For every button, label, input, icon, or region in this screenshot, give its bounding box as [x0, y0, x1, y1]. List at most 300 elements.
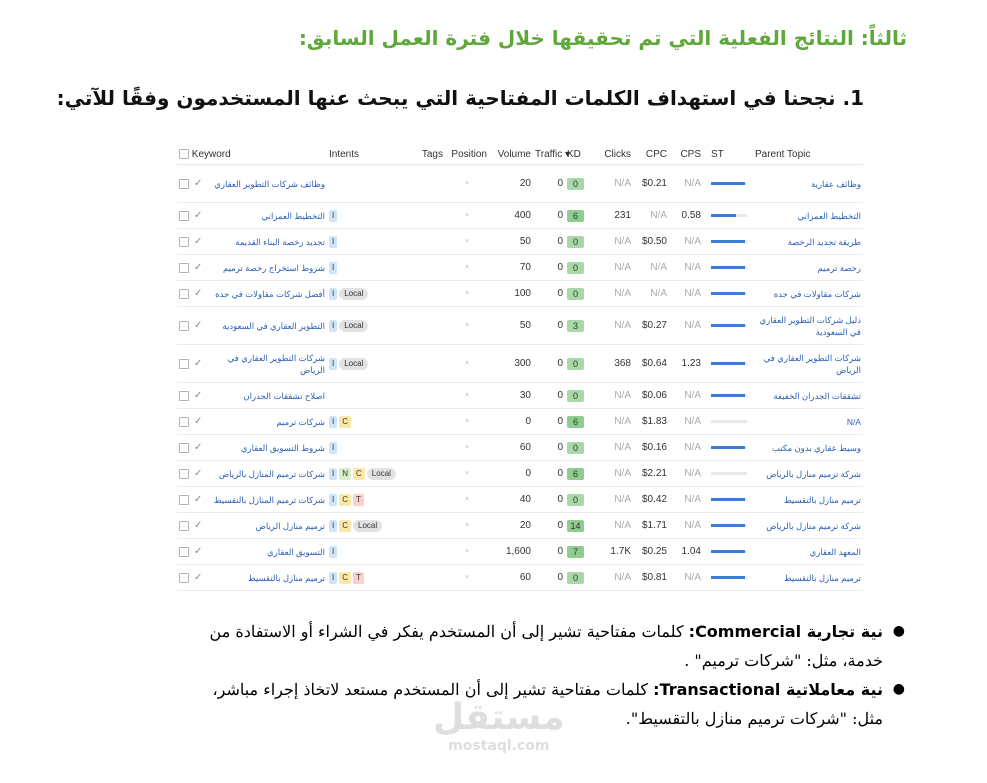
- header-cpc[interactable]: CPC: [633, 144, 669, 165]
- serp-trend-bar: [711, 394, 747, 397]
- table-row[interactable]: [177, 565, 863, 591]
- keyword-cell: [177, 307, 327, 345]
- kd-badge: 0: [567, 178, 584, 190]
- st-cell: [703, 203, 747, 229]
- intents-cell: [327, 435, 415, 461]
- position-cell: ×: [445, 539, 489, 565]
- st-cell: [703, 255, 747, 281]
- parent-topic-link[interactable]: N/A: [846, 416, 861, 427]
- st-cell: [703, 229, 747, 255]
- serp-trend-bar: [711, 182, 747, 185]
- intent-badge: I: [329, 494, 337, 506]
- keyword-cell: [177, 409, 327, 435]
- clicks-cell: N/A: [589, 383, 633, 409]
- header-keyword[interactable]: Keyword: [177, 144, 327, 165]
- clicks-cell: N/A: [589, 307, 633, 345]
- row-checkbox[interactable]: [179, 443, 189, 453]
- cpc-cell: N/A: [633, 281, 669, 307]
- row-checkbox[interactable]: [179, 211, 189, 221]
- keyword-link[interactable]: وظائف شركات التطوير العقاري: [214, 178, 325, 189]
- serp-trend-bar: [711, 420, 747, 423]
- keyword-link[interactable]: شروط التسويق العقاري: [240, 442, 325, 453]
- cps-cell: N/A: [669, 435, 703, 461]
- parent-topic-cell: [747, 255, 863, 281]
- intents-cell: [327, 203, 415, 229]
- volume-cell: 300: [489, 345, 533, 383]
- keyword-link[interactable]: اصلاح تشققات الجدران: [243, 390, 325, 401]
- table-row[interactable]: [177, 409, 863, 435]
- clicks-cell: N/A: [589, 409, 633, 435]
- position-cell: ×: [445, 409, 489, 435]
- parent-topic-link[interactable]: ترميم منازل بالتقسيط: [783, 572, 861, 583]
- cps-cell: N/A: [669, 409, 703, 435]
- clicks-cell: N/A: [589, 565, 633, 591]
- serp-trend-bar: [711, 524, 747, 527]
- serp-trend-bar: [711, 576, 747, 579]
- parent-topic-cell: [747, 229, 863, 255]
- st-cell: [703, 539, 747, 565]
- cps-cell: N/A: [669, 513, 703, 539]
- cps-cell: N/A: [669, 461, 703, 487]
- intent-badge: C: [353, 468, 365, 480]
- tags-cell: [415, 487, 445, 513]
- intent-badge: C: [339, 572, 351, 584]
- keyword-link[interactable]: التخطيط العمراني: [261, 210, 325, 221]
- intent-badge: I: [329, 546, 337, 558]
- intent-badge: Local: [353, 520, 382, 532]
- header-st[interactable]: ST: [703, 144, 747, 165]
- cpc-cell: $1.71: [633, 513, 669, 539]
- row-checkbox[interactable]: [179, 179, 189, 189]
- position-cell: ×: [445, 487, 489, 513]
- intent-badge: I: [329, 520, 337, 532]
- kd-cell: [565, 461, 589, 487]
- keyword-cell: [177, 383, 327, 409]
- kd-cell: [565, 539, 589, 565]
- intents-cell: [327, 565, 415, 591]
- st-cell: [703, 461, 747, 487]
- cpc-cell: $0.64: [633, 345, 669, 383]
- st-cell: [703, 565, 747, 591]
- row-checkbox[interactable]: [179, 321, 189, 331]
- volume-cell: 0: [489, 409, 533, 435]
- parent-topic-link[interactable]: شركة ترميم منازل بالرياض: [766, 520, 861, 531]
- keyword-cell: [177, 513, 327, 539]
- intents-cell: [327, 461, 415, 487]
- cpc-cell: $0.16: [633, 435, 669, 461]
- keyword-cell: [177, 345, 327, 383]
- watermark-logo: [433, 698, 565, 754]
- intents-cell: [327, 513, 415, 539]
- row-checkbox[interactable]: [179, 359, 189, 369]
- keyword-cell: [177, 255, 327, 281]
- traffic-cell: 0: [533, 435, 565, 461]
- bullet-text: كلمات مفتاحية تشير إلى أن المستخدم يفكر في الشراء أو الاستفادة من خدمة، مثل: "شركات ترميم" .: [209, 622, 883, 670]
- cpc-cell: $0.81: [633, 565, 669, 591]
- keyword-cell: [177, 565, 327, 591]
- row-checkbox[interactable]: [179, 495, 189, 505]
- table-row[interactable]: [177, 513, 863, 539]
- clicks-cell: 1.7K: [589, 539, 633, 565]
- check-icon: ✓: [194, 468, 203, 479]
- position-cell: ×: [445, 165, 489, 203]
- check-icon: ✓: [194, 358, 203, 369]
- tags-cell: [415, 409, 445, 435]
- keyword-link[interactable]: تجديد رخصة البناء القديمة: [235, 236, 325, 247]
- table-row[interactable]: [177, 461, 863, 487]
- intent-badge: I: [329, 210, 337, 222]
- intent-badge: Local: [367, 468, 396, 480]
- volume-cell: 20: [489, 165, 533, 203]
- header-volume[interactable]: Volume: [489, 144, 533, 165]
- clicks-cell: N/A: [589, 165, 633, 203]
- keyword-cell: [177, 281, 327, 307]
- keyword-cell: [177, 539, 327, 565]
- cps-cell: 1.23: [669, 345, 703, 383]
- serp-trend-bar: [711, 266, 747, 269]
- tags-cell: [415, 383, 445, 409]
- parent-topic-link[interactable]: رخصة ترميم: [817, 262, 861, 273]
- serp-trend-bar: [711, 362, 747, 365]
- cps-cell: 0.58: [669, 203, 703, 229]
- clicks-cell: N/A: [589, 487, 633, 513]
- parent-topic-cell: [747, 307, 863, 345]
- table-row[interactable]: [177, 383, 863, 409]
- serp-trend-bar: [711, 292, 747, 295]
- kd-badge: 0: [567, 494, 584, 506]
- traffic-cell: 0: [533, 513, 565, 539]
- kd-cell: [565, 229, 589, 255]
- clicks-cell: N/A: [589, 255, 633, 281]
- table-row[interactable]: [177, 281, 863, 307]
- check-icon: ✓: [194, 442, 203, 453]
- parent-topic-cell: [747, 539, 863, 565]
- check-icon: ✓: [194, 520, 203, 531]
- traffic-cell: 0: [533, 383, 565, 409]
- cpc-cell: N/A: [633, 203, 669, 229]
- parent-topic-cell: [747, 487, 863, 513]
- parent-topic-cell: [747, 409, 863, 435]
- serp-trend-bar: [711, 472, 747, 475]
- keyword-link[interactable]: ترميم منازل الرياض: [255, 520, 325, 531]
- row-checkbox[interactable]: [179, 417, 189, 427]
- keyword-cell: [177, 487, 327, 513]
- check-icon: ✓: [194, 494, 203, 505]
- kd-badge: 0: [567, 442, 584, 454]
- table-row[interactable]: [177, 435, 863, 461]
- row-checkbox[interactable]: [179, 547, 189, 557]
- cpc-cell: $1.83: [633, 409, 669, 435]
- cpc-cell: $2.21: [633, 461, 669, 487]
- position-cell: ×: [445, 383, 489, 409]
- position-cell: ×: [445, 307, 489, 345]
- traffic-cell: 0: [533, 307, 565, 345]
- intent-badge: Local: [339, 320, 368, 332]
- keyword-link[interactable]: شركات ترميم المنازل بالتقسيط: [213, 494, 325, 505]
- header-parent-topic[interactable]: Parent Topic: [747, 144, 863, 165]
- parent-topic-link[interactable]: تشققات الجدران الخفيفة: [773, 390, 861, 401]
- kd-badge: 0: [567, 288, 584, 300]
- header-clicks[interactable]: Clicks: [589, 144, 633, 165]
- clicks-cell: 231: [589, 203, 633, 229]
- keyword-link[interactable]: شروط استخراج رخصة ترميم: [222, 262, 325, 273]
- intent-badge: I: [329, 468, 337, 480]
- tags-cell: [415, 345, 445, 383]
- keyword-link[interactable]: أفضل شركات مقاولات في جدة: [215, 288, 325, 299]
- parent-topic-cell: [747, 565, 863, 591]
- kd-cell: [565, 383, 589, 409]
- parent-topic-link[interactable]: شركة ترميم منازل بالرياض: [766, 468, 861, 479]
- volume-cell: 400: [489, 203, 533, 229]
- traffic-cell: 0: [533, 345, 565, 383]
- parent-topic-link[interactable]: طريقة تجديد الرخصة: [787, 236, 861, 247]
- check-icon: ✓: [194, 320, 203, 331]
- serp-trend-bar: [711, 446, 747, 449]
- parent-topic-link[interactable]: ترميم منازل بالتقسيط: [783, 494, 861, 505]
- header-intents[interactable]: Intents: [327, 144, 415, 165]
- parent-topic-cell: [747, 165, 863, 203]
- keyword-link[interactable]: شركات ترميم: [276, 416, 325, 427]
- cps-cell: 1.04: [669, 539, 703, 565]
- serp-trend-bar: [711, 498, 747, 501]
- traffic-cell: 0: [533, 165, 565, 203]
- parent-topic-link[interactable]: وظائف عقارية: [811, 178, 861, 189]
- volume-cell: 50: [489, 229, 533, 255]
- table-row[interactable]: [177, 487, 863, 513]
- check-icon: ✓: [194, 236, 203, 247]
- intent-badge: C: [339, 520, 351, 532]
- cpc-cell: $0.06: [633, 383, 669, 409]
- row-checkbox[interactable]: [179, 237, 189, 247]
- kd-badge: 6: [567, 210, 584, 222]
- clicks-cell: N/A: [589, 435, 633, 461]
- parent-topic-link[interactable]: شركات التطوير العقاري في الرياض: [763, 352, 861, 375]
- tags-cell: [415, 565, 445, 591]
- tags-cell: [415, 203, 445, 229]
- select-all-checkbox[interactable]: [179, 149, 189, 159]
- cpc-cell: N/A: [633, 255, 669, 281]
- parent-topic-cell: [747, 383, 863, 409]
- position-cell: ×: [445, 255, 489, 281]
- row-checkbox[interactable]: [179, 573, 189, 583]
- parent-topic-cell: [747, 435, 863, 461]
- intent-badge: T: [353, 572, 364, 584]
- clicks-cell: N/A: [589, 281, 633, 307]
- volume-cell: 30: [489, 383, 533, 409]
- intent-badge: I: [329, 262, 337, 274]
- check-icon: ✓: [194, 210, 203, 221]
- cps-cell: N/A: [669, 229, 703, 255]
- bullet-commercial: [185, 617, 905, 675]
- table-row[interactable]: [177, 203, 863, 229]
- cps-cell: N/A: [669, 255, 703, 281]
- tags-cell: [415, 281, 445, 307]
- st-cell: [703, 487, 747, 513]
- header-tags[interactable]: Tags: [415, 144, 445, 165]
- tags-cell: [415, 461, 445, 487]
- st-cell: [703, 307, 747, 345]
- intents-cell: [327, 229, 415, 255]
- cps-cell: N/A: [669, 487, 703, 513]
- check-icon: ✓: [194, 546, 203, 557]
- traffic-cell: 0: [533, 281, 565, 307]
- intent-badge: T: [353, 494, 364, 506]
- serp-trend-bar: [711, 550, 747, 553]
- check-icon: ✓: [194, 390, 203, 401]
- subsection-heading: 1. نجحنا في استهداف الكلمات المفتاحية التي يبحث عنها المستخدمون وفقًا للآتي:: [56, 86, 864, 110]
- parent-topic-cell: [747, 203, 863, 229]
- kd-cell: [565, 513, 589, 539]
- traffic-cell: 0: [533, 539, 565, 565]
- cps-cell: N/A: [669, 165, 703, 203]
- volume-cell: 60: [489, 435, 533, 461]
- keyword-link[interactable]: شركات التطوير العقاري في الرياض: [227, 352, 325, 375]
- intents-cell: [327, 409, 415, 435]
- tags-cell: [415, 165, 445, 203]
- parent-topic-link[interactable]: دليل شركات التطوير العقاري في السعودية: [759, 314, 861, 337]
- keyword-cell: [177, 165, 327, 203]
- kd-badge: 0: [567, 390, 584, 402]
- kd-badge: 0: [567, 262, 584, 274]
- header-position[interactable]: Position: [445, 144, 489, 165]
- table-row[interactable]: [177, 229, 863, 255]
- st-cell: [703, 165, 747, 203]
- keyword-link[interactable]: التطوير العقاري في السعودية: [222, 320, 325, 331]
- kd-cell: [565, 565, 589, 591]
- st-cell: [703, 513, 747, 539]
- position-cell: ×: [445, 513, 489, 539]
- table-row[interactable]: [177, 539, 863, 565]
- kd-badge: 0: [567, 358, 584, 370]
- kd-cell: [565, 281, 589, 307]
- keyword-link[interactable]: شركات ترميم المنازل بالرياض: [218, 468, 325, 479]
- cps-cell: N/A: [669, 281, 703, 307]
- row-checkbox[interactable]: [179, 469, 189, 479]
- parent-topic-link[interactable]: وسيط عقاري بدون مكتب: [772, 442, 861, 453]
- bullet-dot-icon: ●: [892, 623, 905, 639]
- intents-cell: [327, 383, 415, 409]
- kd-badge: 0: [567, 236, 584, 248]
- kd-badge: 7: [567, 546, 584, 558]
- kd-badge: 3: [567, 320, 584, 332]
- intent-badge: I: [329, 442, 337, 454]
- traffic-cell: 0: [533, 487, 565, 513]
- intents-cell: [327, 345, 415, 383]
- volume-cell: 40: [489, 487, 533, 513]
- serp-trend-bar: [711, 214, 747, 217]
- volume-cell: 50: [489, 307, 533, 345]
- kd-cell: [565, 345, 589, 383]
- clicks-cell: N/A: [589, 229, 633, 255]
- kd-cell: [565, 409, 589, 435]
- kd-cell: [565, 255, 589, 281]
- header-cps[interactable]: CPS: [669, 144, 703, 165]
- position-cell: ×: [445, 435, 489, 461]
- header-traffic[interactable]: Traffic ▾: [533, 144, 565, 165]
- bullet-title: نية معاملاتية Transactional:: [653, 680, 883, 699]
- watermark-latin: mostaql.com: [448, 738, 550, 754]
- kd-badge: 6: [567, 416, 584, 428]
- intents-cell: [327, 307, 415, 345]
- intents-cell: [327, 165, 415, 203]
- cps-cell: N/A: [669, 307, 703, 345]
- volume-cell: 0: [489, 461, 533, 487]
- parent-topic-cell: [747, 281, 863, 307]
- parent-topic-cell: [747, 461, 863, 487]
- table-row[interactable]: [177, 345, 863, 383]
- keyword-link[interactable]: ترميم منازل بالتقسيط: [247, 572, 325, 583]
- check-icon: ✓: [194, 572, 203, 583]
- keyword-cell: [177, 461, 327, 487]
- intents-cell: [327, 539, 415, 565]
- clicks-cell: N/A: [589, 461, 633, 487]
- volume-cell: 1,600: [489, 539, 533, 565]
- intent-badge: I: [329, 236, 337, 248]
- st-cell: [703, 383, 747, 409]
- parent-topic-link[interactable]: شركات مقاولات في جدة: [773, 288, 861, 299]
- clicks-cell: N/A: [589, 513, 633, 539]
- serp-trend-bar: [711, 240, 747, 243]
- section-heading: ثالثاً: النتائج الفعلية التي تم تحقيقها خلال فترة العمل السابق:: [298, 26, 907, 50]
- parent-topic-cell: [747, 345, 863, 383]
- table-row[interactable]: [177, 307, 863, 345]
- intents-cell: [327, 487, 415, 513]
- check-icon: ✓: [194, 262, 203, 273]
- intent-badge: I: [329, 288, 337, 300]
- row-checkbox[interactable]: [179, 289, 189, 299]
- intent-badge: Local: [339, 288, 368, 300]
- intent-badge: C: [339, 494, 351, 506]
- row-checkbox[interactable]: [179, 263, 189, 273]
- traffic-cell: 0: [533, 461, 565, 487]
- keyword-cell: [177, 203, 327, 229]
- parent-topic-link[interactable]: التخطيط العمراني: [797, 210, 861, 221]
- table-header-row: [177, 144, 863, 165]
- tags-cell: [415, 229, 445, 255]
- kd-cell: [565, 435, 589, 461]
- cpc-cell: $0.21: [633, 165, 669, 203]
- tags-cell: [415, 539, 445, 565]
- kd-cell: [565, 487, 589, 513]
- check-icon: ✓: [194, 288, 203, 299]
- traffic-cell: 0: [533, 255, 565, 281]
- parent-topic-link[interactable]: المعهد العقاري: [809, 546, 861, 557]
- traffic-cell: 0: [533, 203, 565, 229]
- cpc-cell: $0.50: [633, 229, 669, 255]
- cpc-cell: $0.42: [633, 487, 669, 513]
- table-row[interactable]: [177, 165, 863, 203]
- header-kd[interactable]: KD: [565, 144, 589, 165]
- st-cell: [703, 409, 747, 435]
- check-icon: ✓: [194, 416, 203, 427]
- intents-cell: [327, 281, 415, 307]
- row-checkbox[interactable]: [179, 521, 189, 531]
- volume-cell: 70: [489, 255, 533, 281]
- intent-badge: Local: [339, 358, 368, 370]
- cps-cell: N/A: [669, 565, 703, 591]
- st-cell: [703, 345, 747, 383]
- position-cell: ×: [445, 565, 489, 591]
- keyword-cell: [177, 229, 327, 255]
- row-checkbox[interactable]: [179, 391, 189, 401]
- st-cell: [703, 435, 747, 461]
- volume-cell: 100: [489, 281, 533, 307]
- intent-badge: I: [329, 358, 337, 370]
- keyword-link[interactable]: التسويق العقاري: [266, 546, 325, 557]
- table-row[interactable]: [177, 255, 863, 281]
- keywords-table: [177, 144, 863, 591]
- tags-cell: [415, 307, 445, 345]
